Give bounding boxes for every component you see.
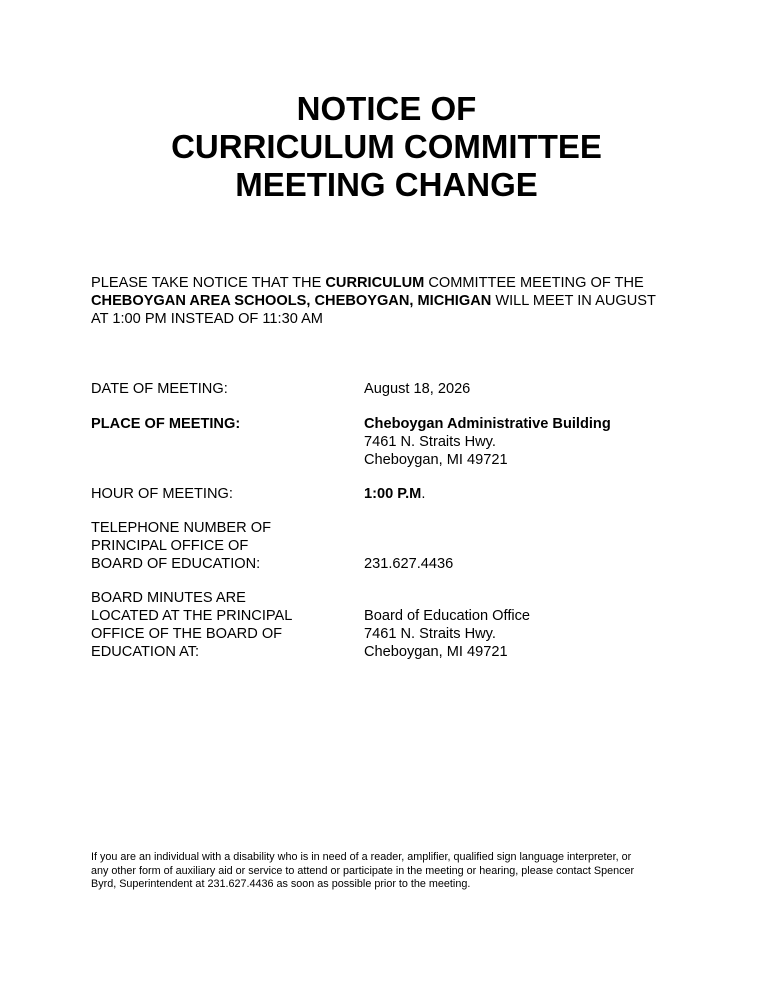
footer-line: Byrd, Superintendent at 231.627.4436 as soon as possible prior to the meeting. (91, 878, 471, 891)
date-value: August 18, 2026 (364, 381, 471, 397)
intro-text: PLEASE TAKE NOTICE THAT THE (91, 275, 326, 291)
committee-name: CURRICULUM (325, 275, 425, 291)
minutes-label-line: EDUCATION AT: (91, 644, 200, 660)
intro-line-3: AT 1:00 PM INSTEAD OF 11:30 AM (91, 311, 323, 327)
school-name: CHEBOYGAN AREA SCHOOLS, CHEBOYGAN, MICHIGAN (91, 293, 492, 309)
intro-line-1 (91, 274, 691, 292)
notice-title (0, 90, 773, 204)
place-name: Cheboygan Administrative Building (364, 416, 611, 432)
telephone-label (91, 519, 351, 573)
notice-intro (91, 274, 691, 328)
minutes-city: Cheboygan, MI 49721 (364, 644, 508, 660)
intro-line-2 (91, 292, 691, 310)
date-label: DATE OF MEETING: (91, 381, 228, 397)
footer-line: If you are an individual with a disability who is in need of a reader, amplifier, qualified sign language interpreter, or (91, 851, 632, 863)
minutes-label (91, 589, 351, 661)
intro-text: COMMITTEE MEETING OF THE (424, 275, 644, 291)
hour-label: HOUR OF MEETING: (91, 486, 233, 502)
telephone-label-line: BOARD OF EDUCATION: (91, 556, 261, 572)
place-value (364, 415, 704, 469)
telephone-label-line: TELEPHONE NUMBER OF (91, 520, 272, 536)
place-label: PLACE OF MEETING: (91, 416, 241, 432)
title-line: CURRICULUM COMMITTEE (171, 128, 602, 165)
hour-period: . (421, 486, 426, 502)
intro-text: WILL MEET IN AUGUST (491, 293, 656, 309)
minutes-label-line: BOARD MINUTES ARE (91, 590, 246, 606)
place-city: Cheboygan, MI 49721 (364, 452, 508, 468)
minutes-office: Board of Education Office (364, 608, 531, 624)
title-line: MEETING CHANGE (235, 166, 538, 203)
footer-line: any other form of auxiliary aid or service to attend or participate in the meeting or hearing, please contact Spencer (91, 864, 635, 877)
telephone-label-line: PRINCIPAL OFFICE OF (91, 538, 249, 554)
minutes-label-line: LOCATED AT THE PRINCIPAL (91, 608, 293, 624)
accessibility-notice (91, 851, 691, 892)
minutes-label-line: OFFICE OF THE BOARD OF (91, 626, 283, 642)
minutes-street: 7461 N. Straits Hwy. (364, 626, 496, 642)
minutes-location (364, 607, 704, 661)
telephone-value: 231.627.4436 (364, 556, 454, 572)
title-line: NOTICE OF (296, 90, 477, 127)
hour-time: 1:00 P.M (364, 486, 422, 502)
hour-value (364, 485, 704, 503)
place-street: 7461 N. Straits Hwy. (364, 434, 496, 450)
